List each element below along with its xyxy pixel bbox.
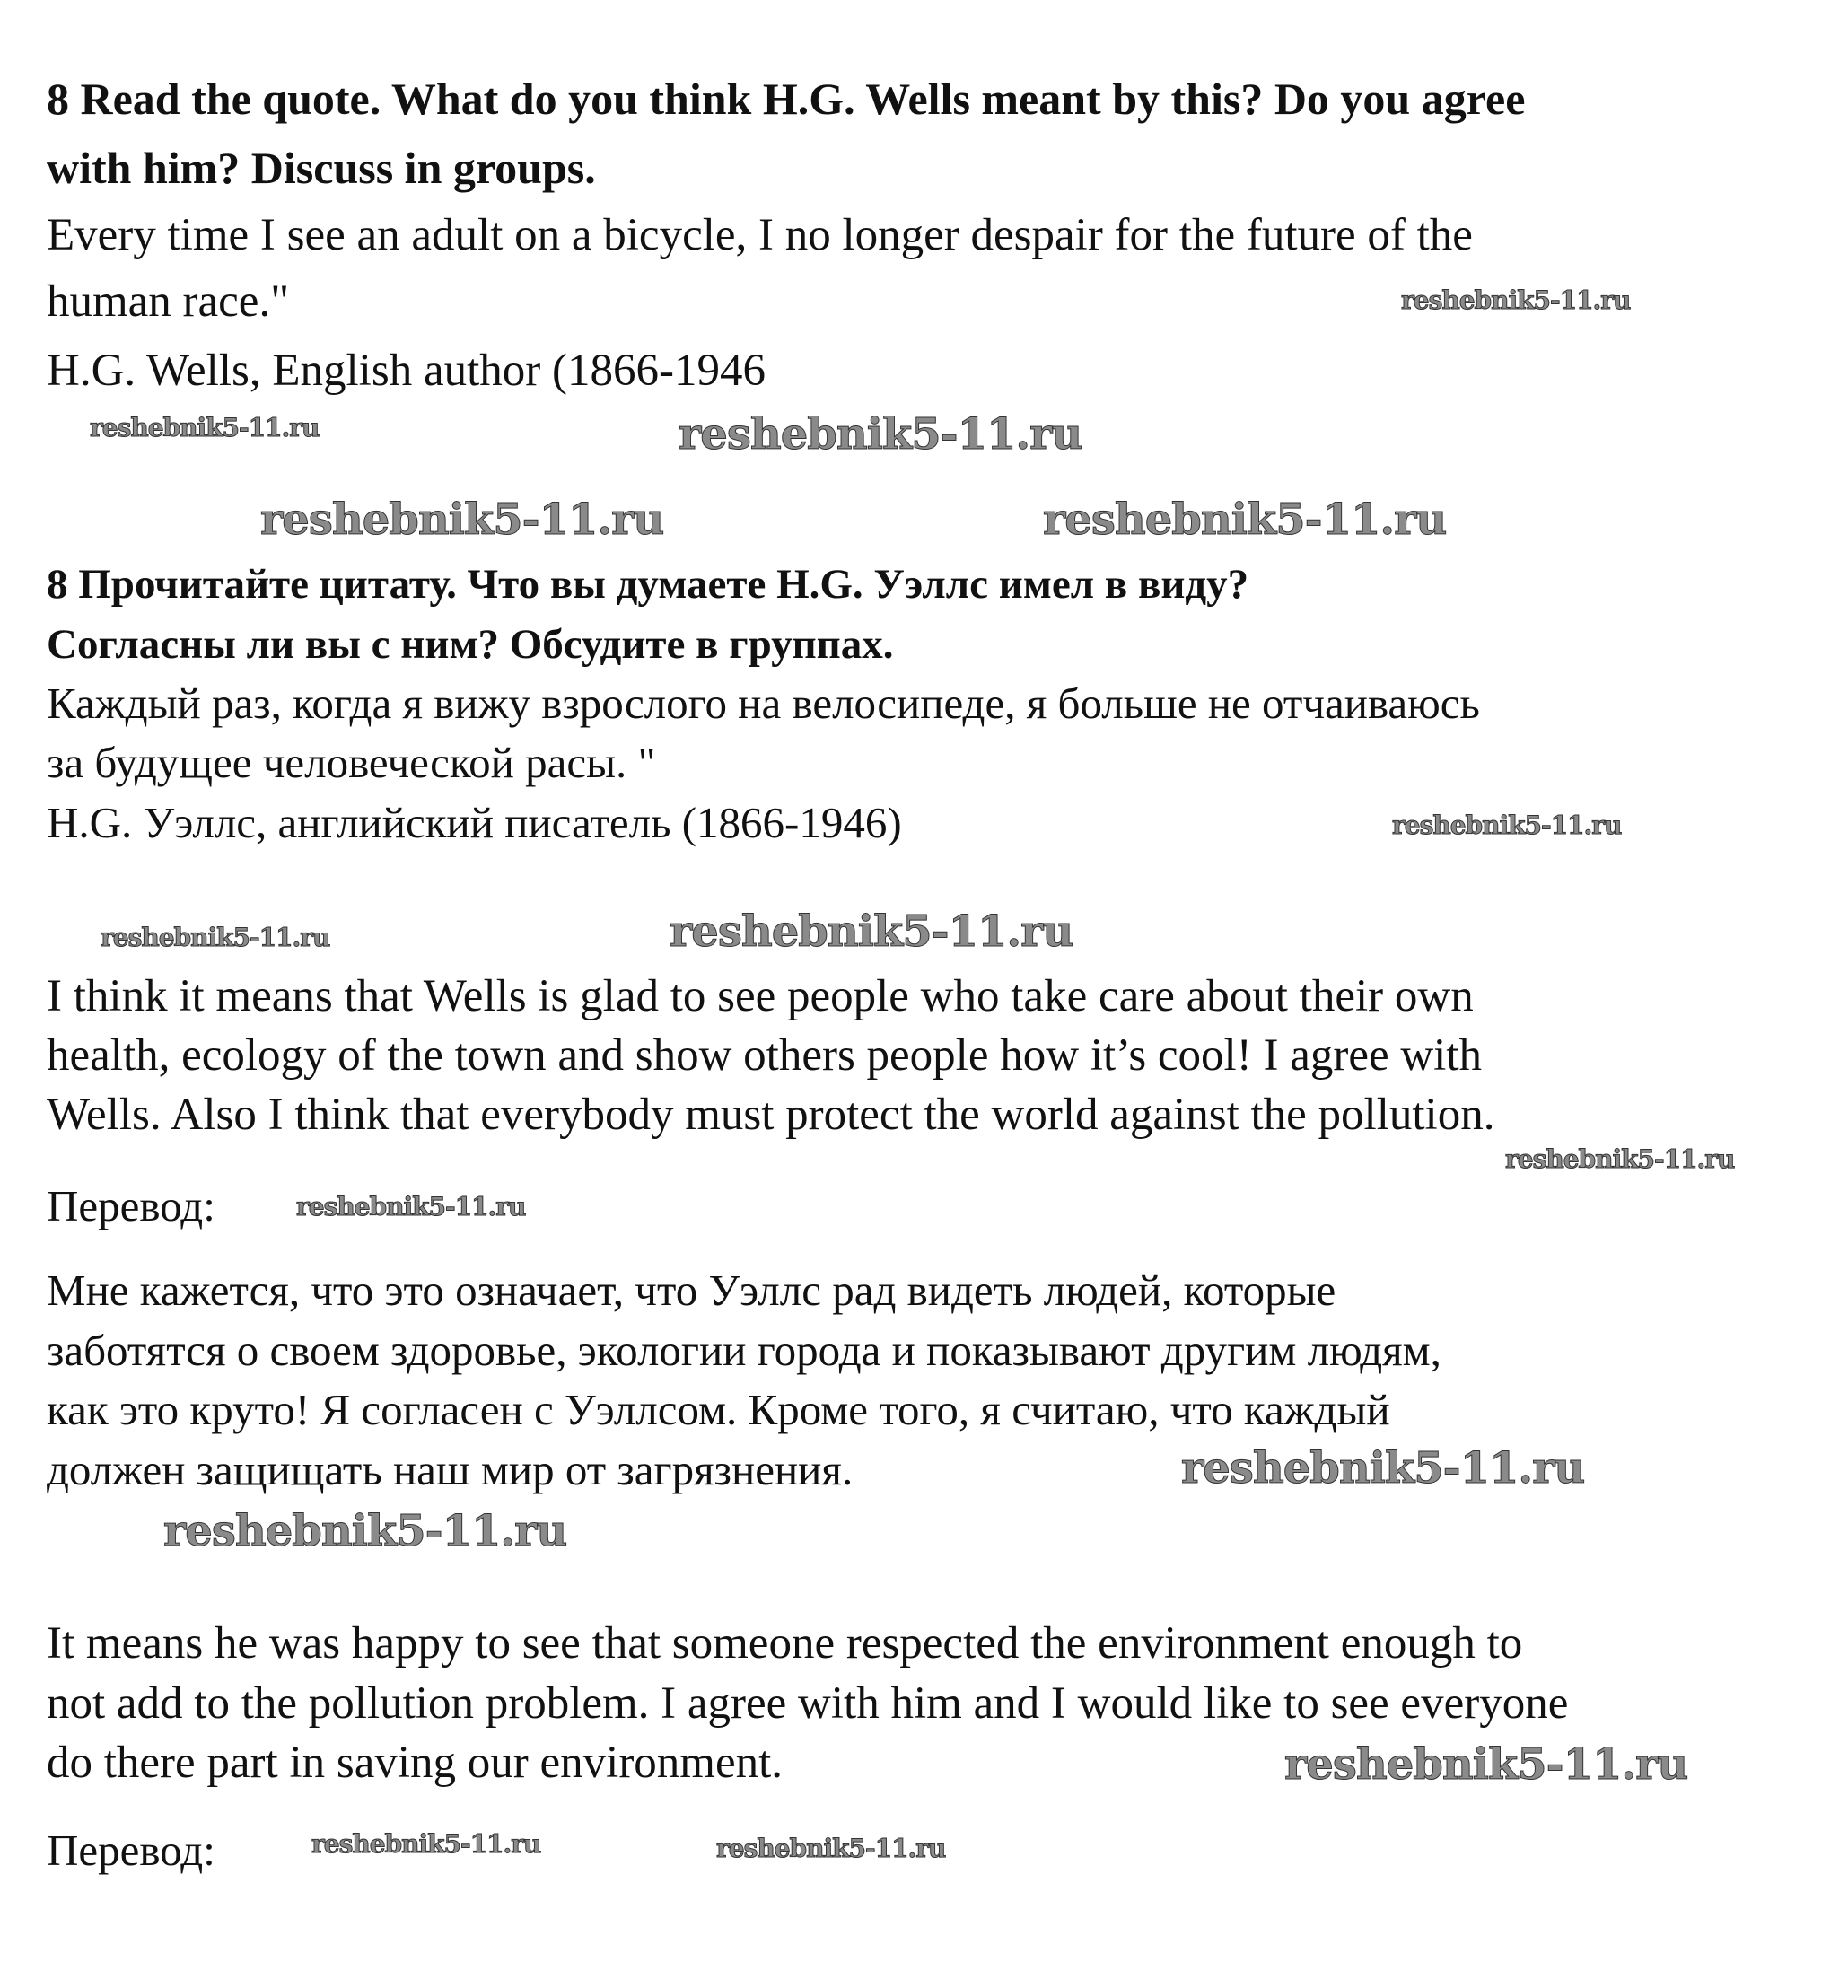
watermark: reshebnik5-11.ru	[260, 495, 664, 545]
russian-quote-line-1: Каждый раз, когда я вижу взрослого на велосипеде, я больше не отчаиваюсь	[47, 679, 1480, 728]
watermark: reshebnik5-11.ru	[1043, 495, 1447, 545]
english-heading-line-2: with him? Discuss in groups.	[47, 143, 596, 193]
answer1-translation-line-1: Мне кажется, что это означает, что Уэллс рад видеть людей, которые	[47, 1265, 1336, 1315]
answer1-line-3: Wells. Also I think that everybody must protect the world against the pollution.	[47, 1090, 1495, 1140]
watermark: reshebnik5-11.ru	[163, 1506, 567, 1556]
russian-attribution: H.G. Уэллс, английский писатель (1866-1946)	[47, 798, 902, 847]
english-quote-line-1: Every time I see an adult on a bicycle, I no longer despair for the future of the	[47, 210, 1473, 260]
answer1-translation-line-3: как это круто! Я согласен с Уэллсом. Кроме того, я считаю, что каждый	[47, 1385, 1390, 1434]
watermark: reshebnik5-11.ru	[90, 413, 320, 442]
russian-heading-line-1: 8 Прочитайте цитату. Что вы думаете H.G. Уэллс имел в виду?	[47, 561, 1249, 608]
watermark: reshebnik5-11.ru	[1401, 285, 1631, 315]
answer1-translation-label: Перевод:	[47, 1181, 215, 1230]
english-attribution: H.G. Wells, English author (1866-1946	[47, 346, 766, 396]
watermark: reshebnik5-11.ru	[1181, 1443, 1585, 1493]
russian-heading-line-2: Согласны ли вы с ним? Обсудите в группах.	[47, 621, 894, 668]
answer2-translation-label: Перевод:	[47, 1826, 215, 1875]
watermark: reshebnik5-11.ru	[101, 923, 330, 952]
watermark: reshebnik5-11.ru	[679, 409, 1082, 460]
english-heading-line-1: 8 Read the quote. What do you think H.G. Wells meant by this? Do you agree	[47, 74, 1526, 124]
english-quote-line-2: human race."	[47, 276, 290, 327]
watermark: reshebnik5-11.ru	[670, 906, 1073, 957]
watermark: reshebnik5-11.ru	[716, 1834, 946, 1863]
answer1-translation-line-4: должен защищать наш мир от загрязнения.	[47, 1445, 854, 1494]
answer2-line-2: not add to the pollution problem. I agree with him and I would like to see everyone	[47, 1678, 1569, 1729]
answer2-line-1: It means he was happy to see that someone respected the environment enough to	[47, 1618, 1523, 1668]
answer1-line-2: health, ecology of the town and show others people how it’s cool! I agree with	[47, 1030, 1483, 1081]
russian-quote-line-2: за будущее человеческой расы. "	[47, 738, 656, 787]
watermark: reshebnik5-11.ru	[311, 1829, 541, 1859]
watermark: reshebnik5-11.ru	[296, 1192, 526, 1222]
answer2-line-3: do there part in saving our environment.	[47, 1738, 784, 1788]
answer1-translation-line-2: заботятся о своем здоровье, экологии города и показывают другим людям,	[47, 1326, 1441, 1375]
watermark: reshebnik5-11.ru	[1505, 1144, 1735, 1174]
watermark: reshebnik5-11.ru	[1284, 1739, 1688, 1790]
answer1-line-1: I think it means that Wells is glad to see people who take care about their own	[47, 971, 1474, 1021]
watermark: reshebnik5-11.ru	[1392, 810, 1622, 840]
